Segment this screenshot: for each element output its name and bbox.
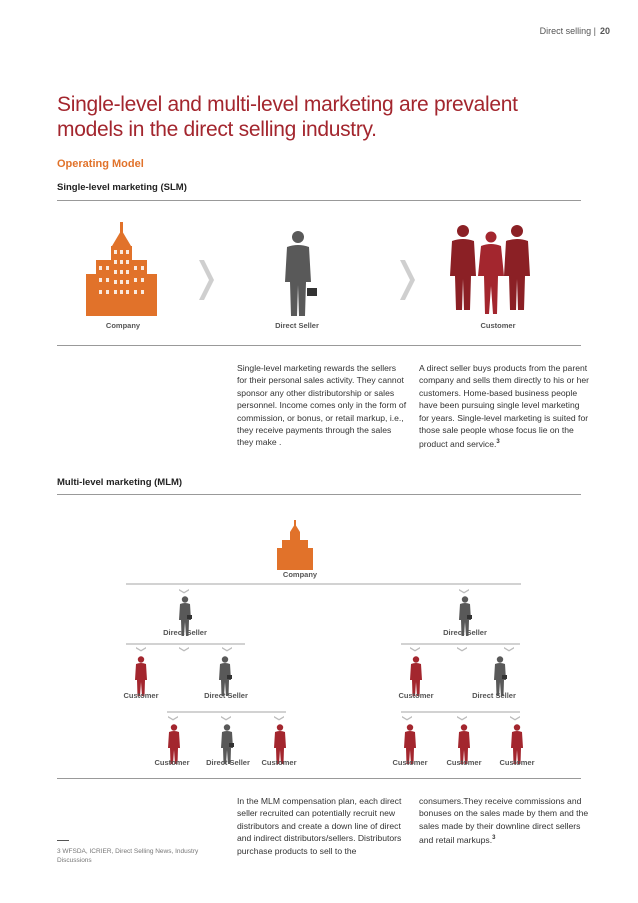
mlm-heading: Multi-level marketing (MLM) [57,477,183,488]
operating-model-label: Operating Model [57,158,144,170]
direct-seller-icon [285,231,317,316]
mlm-connector-chevrons [179,589,469,594]
slm-customer-label: Customer [480,321,516,330]
slm-company-label: Company [105,321,141,330]
mlm-connector-chevrons [168,716,520,721]
mlm-l2-seller-label: Direct Seller [204,691,248,700]
mlm-company-label: Company [282,570,318,579]
mlm-l3-customer-label: Customer [392,758,428,767]
mlm-l1-seller-label: Direct Seller [443,628,487,637]
mlm-l2-customer-label: Customer [398,691,434,700]
slm-direct-seller-label: Direct Seller [275,321,319,330]
slm-paragraph-2: A direct seller buys products from the parent company and sells them directly to his or her customers. Home-based business people have been pursuing single level marketing for years. Single-level marketing is suited for those sale people whose focus lie on the product and service.$^3$ [419,363,590,450]
customer-group-icon [450,225,530,314]
mlm-l3-customer-label: Customer [261,758,297,767]
mlm-diagram [57,510,581,770]
arrow-right-icon [199,260,214,300]
mlm-l3-customer-label: Customer [446,758,482,767]
page-header [540,26,610,36]
mlm-bottom-divider [57,778,581,779]
mlm-connector-chevrons [136,647,514,652]
slm-bottom-divider [57,345,581,346]
slm-diagram [57,210,581,330]
footnote-rule [57,840,69,841]
arrow-right-icon [400,260,415,300]
mlm-l2-customer-label: Customer [123,691,159,700]
mlm-l1-seller-label: Direct Seller [163,628,207,637]
slm-top-divider [57,200,581,201]
mlm-paragraph-1: In the MLM compensation plan, each direct seller recruited can potentially recruit new distributors and create a down line of direct and indirect distributors/sellers. Distributors purchase products to sell to the [237,796,402,856]
slm-heading: Single-level marketing (SLM) [57,182,187,193]
mlm-paragraph-2: consumers.They receive commissions and bonuses on the sales made by them and the sales made by their downline direct sellers and retail markups.$^3$ [419,796,589,846]
header-section: Direct selling | [539,26,596,36]
slm-paragraph-1: Single-level marketing rewards the sellers for their personal sales activity. They cannot sponsor any other distributorship or sales personnel. Income comes only in the form of commission, or bonus, or retail markup, i.e., they receive payments through the sales they make . [237,363,407,448]
mlm-company-icon [277,520,313,570]
mlm-l2-seller-label: Direct Seller [472,691,516,700]
mlm-top-divider [57,494,581,495]
page-title: Single-level and multi-level marketing are prevalent models in the direct selling industry. [57,93,518,141]
mlm-l3-seller-label: Direct Seller [206,758,250,767]
mlm-l3-customer-label: Customer [499,758,535,767]
company-building-icon [86,222,157,316]
page-number: 20 [599,26,610,36]
mlm-l3-customer-label: Customer [154,758,190,767]
footnote: 3 WFSDA, ICRIER, Direct Selling News, Industry Discussions [57,848,199,864]
